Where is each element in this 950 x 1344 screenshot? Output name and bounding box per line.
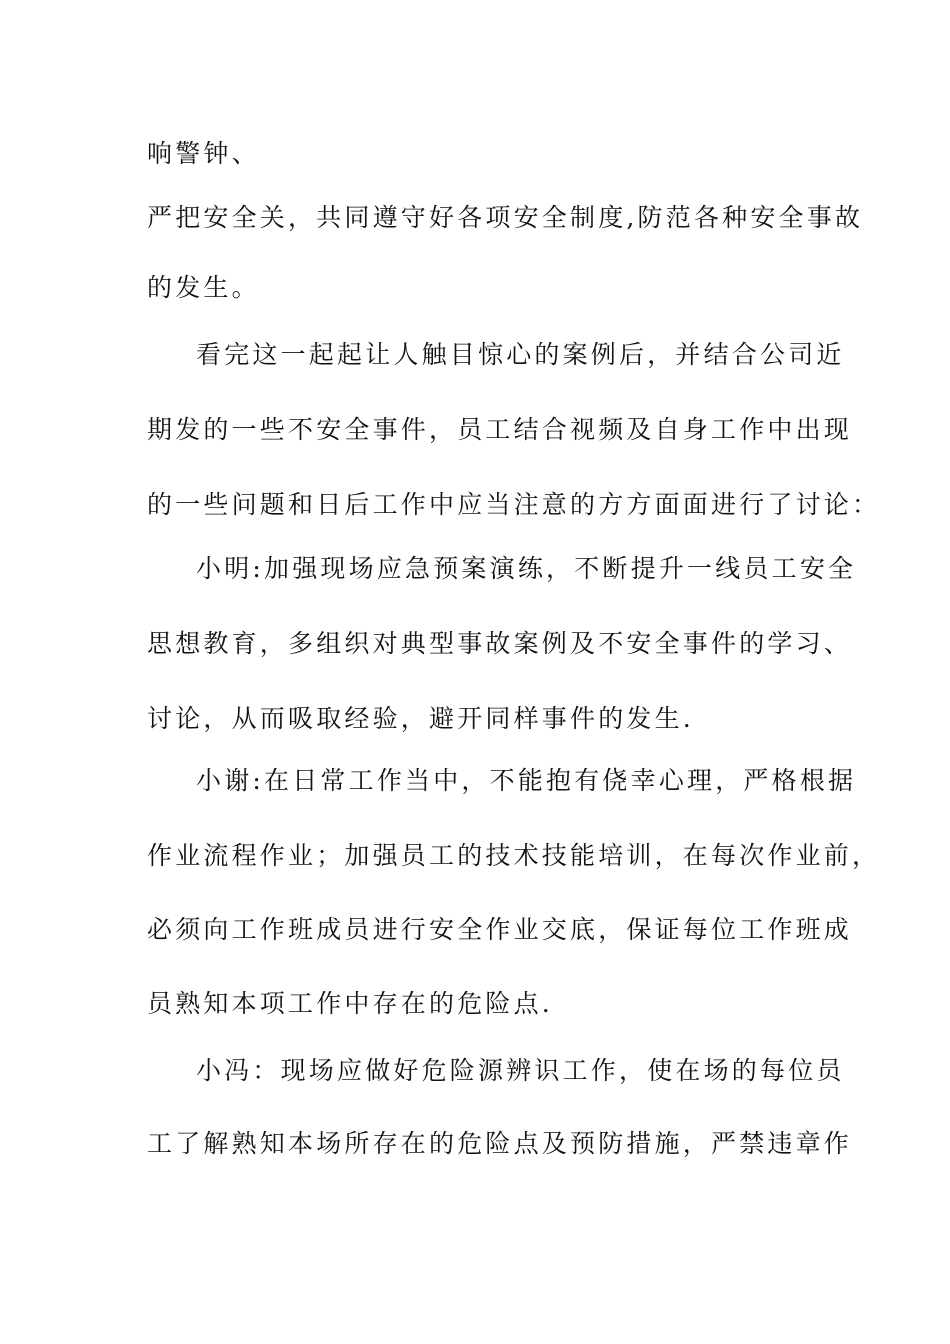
text-line-8: 思想教育，多组织对典型事故案例及不安全事件的学习、	[147, 629, 853, 658]
text-line-11: 作业流程作业；加强员工的技术技能培训，在每次作业前，	[147, 841, 881, 870]
text-line-13: 员熟知本项工作中存在的危险点.	[147, 989, 553, 1018]
text-line-9: 讨论，从而吸取经验，避开同样事件的发生.	[147, 704, 694, 733]
text-line-7: 小明:加强现场应急预案演练，不断提升一线员工安全	[196, 554, 857, 583]
text-line-1: 响警钟、	[147, 139, 260, 168]
text-line-4: 看完这一起起让人触目惊心的案例后，并结合公司近	[196, 340, 845, 369]
text-line-15: 工了解熟知本场所存在的危险点及预防措施，严禁违章作	[147, 1129, 853, 1158]
text-line-14: 小冯：现场应做好危险源辨识工作，使在场的每位员	[196, 1056, 845, 1085]
text-line-10: 小谢:在日常工作当中，不能抱有侥幸心理，严格根据	[196, 766, 857, 795]
text-line-3: 的发生。	[147, 273, 260, 302]
text-line-6: 的一些问题和日后工作中应当注意的方方面面进行了讨论：	[147, 490, 881, 519]
text-line-5: 期发的一些不安全事件，员工结合视频及自身工作中出现	[147, 415, 853, 444]
text-line-2: 严把安全关，共同遵守好各项安全制度,防范各种安全事故	[147, 203, 864, 232]
text-line-12: 必须向工作班成员进行安全作业交底，保证每位工作班成	[147, 915, 853, 944]
